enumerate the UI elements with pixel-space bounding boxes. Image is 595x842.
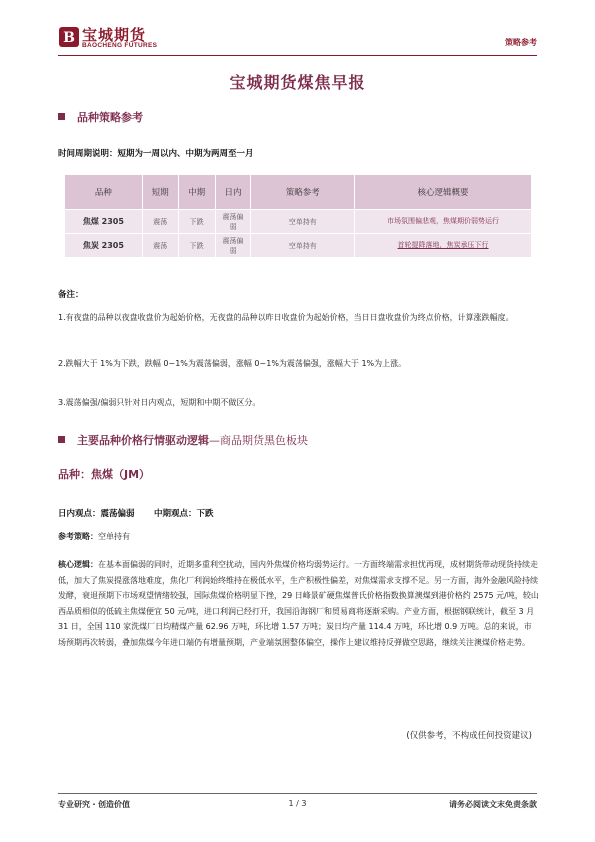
table-header-row (65, 175, 532, 210)
strategy-table (64, 174, 532, 258)
table-row (65, 210, 532, 234)
section-heading-drivers: 主要品种价格行情驱动逻辑—商品期货黑色板块 (58, 432, 308, 448)
table-header: 品种 (65, 175, 143, 210)
strategy-cell: 空单持有 (251, 210, 355, 234)
intraday-view-value: 震荡偏弱 (100, 509, 135, 519)
page-title: 宝城期货煤焦早报 (229, 73, 366, 92)
short-term-cell: 震荡 (142, 234, 178, 258)
intraday-view-label: 日内观点： (58, 509, 101, 519)
variety-cell: 焦炭 2305 (65, 234, 143, 258)
short-term-cell: 震荡 (142, 210, 178, 234)
table-header: 策略参考 (251, 175, 355, 210)
table-header: 核心逻辑概要 (355, 175, 532, 210)
page-number: 1 / 3 (288, 799, 307, 808)
section-bullet-icon (58, 113, 65, 120)
reference-label: 参考策略： (58, 532, 98, 541)
note-item: 3.震荡偏强/偏弱只针对日内观点，短期和中期不做区分。 (58, 398, 261, 407)
core-logic-label: 核心逻辑： (58, 560, 98, 569)
disclaimer: (仅供参考，不构成任何投资建议) (406, 731, 532, 741)
mid-term-cell: 下跌 (178, 234, 215, 258)
mid-view-value: 下跌 (196, 509, 214, 519)
header-category: 策略参考 (505, 38, 537, 47)
section-heading-strategy: 品种策略参考 (58, 109, 143, 125)
notes-heading: 备注： (58, 290, 84, 300)
note-item: 1.有夜盘的品种以夜盘收盘价为起始价格，无夜盘的品种以昨日收盘价为起始价格，当日日盘收盘价为终点价格，计算涨跌幅度。 (58, 313, 514, 322)
logic-link[interactable]: 首轮提降落地，焦炭承压下行 (355, 234, 532, 258)
intraday-cell: 震荡偏弱 (215, 234, 251, 258)
footer-slogan: 专业研究・创造价值 (58, 800, 130, 809)
product-heading: 品种：焦煤（JM） (58, 468, 151, 481)
table-row (65, 234, 532, 258)
intraday-cell: 震荡偏弱 (215, 210, 251, 234)
core-logic-text: 在基本面偏弱的同时，近期多重利空扰动，国内外焦煤价格均弱势运行。一方面终端需求担忧再现，成材期货带动现货持续走低，加大了焦炭提涨落地难度，焦化厂利润始终维持在极低水平，生产积极性偏差，对焦煤需求支撑不足。另一方面，海外金融风险持续发酵，衰退预期下市场观望情绪较强，国际焦煤价格明显下挫，29 日峰景矿硬焦煤普氏价格指数换算澳煤到港价格约 2575 元/吨，较山西品质相似的低硫主焦煤便宜 50 元/吨，进口利润已经打开，我国沿海钢厂和贸易商将逐渐采购。产业方面，根据钢联统计，截至 3 月 31 日，全国 110 家洗煤厂日均精煤产量 62.96 万吨，环比增 1.57 万吨；炭日均产量 114.4 万吨，环比增 0.9 万吨。总的来说，市场预期再次转弱，叠加焦煤今年进口端仍有增量预期，产业端氛围整体偏空，操作上建议维持反弹做空思路，继续关注澳煤价格走势。 (58, 560, 539, 647)
logo-english-text: BAOCHENG FUTURES (82, 42, 158, 49)
variety-cell: 焦煤 2305 (65, 210, 143, 234)
mid-term-cell: 下跌 (178, 210, 215, 234)
table-header: 日内 (215, 175, 251, 210)
svg-text:B: B (63, 30, 75, 46)
section-bullet-icon (58, 436, 65, 443)
strategy-cell: 空单持有 (251, 234, 355, 258)
period-note: 时间周期说明：短期为一周以内、中期为两周至一月 (58, 149, 254, 159)
reference-strategy (58, 531, 130, 542)
table-header: 中期 (178, 175, 215, 210)
logo-text: 宝城期货 (82, 26, 147, 44)
reference-value: 空单持有 (98, 532, 130, 541)
table-header: 短期 (142, 175, 178, 210)
footer-disclaimer-link[interactable]: 请务必阅读文末免责条款 (449, 800, 537, 809)
view-line (58, 507, 213, 519)
mid-view-label: 中期观点： (153, 509, 197, 519)
header-divider (58, 55, 537, 56)
logic-link[interactable]: 市场氛围偏悲观，焦煤期价弱势运行 (355, 210, 532, 234)
footer-divider (58, 793, 537, 794)
note-item: 2.跌幅大于 1%为下跌，跌幅 0~1%为震荡偏弱，涨幅 0~1%为震荡偏强，涨幅大于 1%为上涨。 (58, 359, 407, 368)
logo-icon (58, 26, 80, 48)
core-logic-paragraph (58, 557, 539, 650)
